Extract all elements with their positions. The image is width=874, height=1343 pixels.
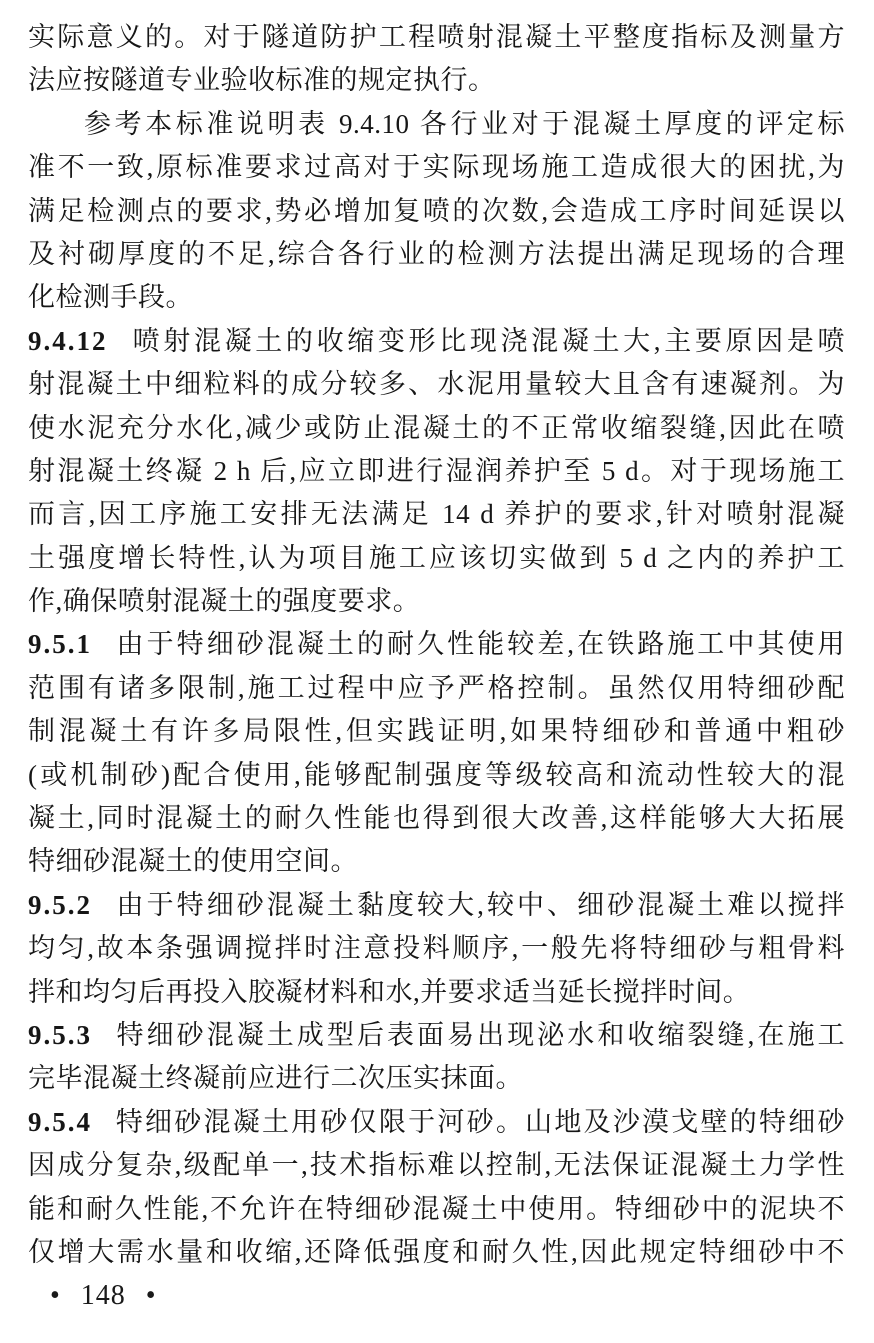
line-text: 化检测手段。 bbox=[28, 282, 193, 313]
clause-number: 9.5.2 bbox=[28, 889, 92, 920]
text-line bbox=[28, 971, 845, 1014]
text-line bbox=[28, 710, 845, 753]
page-number: • 148 • bbox=[50, 1280, 157, 1312]
text-line bbox=[28, 840, 845, 883]
text-line bbox=[28, 1144, 845, 1187]
clause-line bbox=[28, 623, 845, 666]
line-text: 均匀,故本条强调搅拌时注意投料顺序,一般先将特细砂与粗骨料 bbox=[28, 933, 845, 964]
line-text: 特细砂混凝土的使用空间。 bbox=[28, 846, 358, 877]
text-line bbox=[28, 190, 845, 233]
text-line bbox=[28, 276, 845, 319]
line-text: 完毕混凝土终凝前应进行二次压实抹面。 bbox=[28, 1063, 523, 1094]
line-text: 土强度增长特性,认为项目施工应该切实做到 5 d 之内的养护工 bbox=[28, 542, 845, 573]
line-text: 范围有诸多限制,施工过程中应予严格控制。虽然仅用特细砂配 bbox=[28, 672, 845, 703]
line-text: 特细砂混凝土用砂仅限于河砂。山地及沙漠戈壁的特细砂 bbox=[114, 1106, 845, 1137]
clause-number: 9.5.3 bbox=[28, 1019, 92, 1050]
text-line bbox=[28, 146, 845, 189]
line-text: 及衬砌厚度的不足,综合各行业的检测方法提出满足现场的合理 bbox=[28, 238, 845, 269]
line-text: 拌和均匀后再投入胶凝材料和水,并要求适当延长搅拌时间。 bbox=[28, 976, 751, 1007]
text-line bbox=[28, 927, 845, 970]
text-line bbox=[28, 363, 845, 406]
text-line bbox=[28, 1231, 845, 1274]
text-line bbox=[28, 407, 845, 450]
line-text: 喷射混凝土的收缩变形比现浇混凝土大,主要原因是喷 bbox=[129, 325, 845, 356]
text-line bbox=[28, 1057, 845, 1100]
text-line bbox=[28, 667, 845, 710]
line-text: 满足检测点的要求,势必增加复喷的次数,会造成工序时间延误以 bbox=[28, 195, 845, 226]
line-text: 特细砂混凝土成型后表面易出现泌水和收缩裂缝,在施工 bbox=[114, 1019, 845, 1050]
line-text: 射混凝土中细粒料的成分较多、水泥用量较大且含有速凝剂。为 bbox=[28, 369, 845, 400]
clause-line bbox=[28, 1014, 845, 1057]
line-text: 使水泥充分水化,减少或防止混凝土的不正常收缩裂缝,因此在喷 bbox=[28, 412, 845, 443]
text-line bbox=[28, 1188, 845, 1231]
line-text: 而言,因工序施工安排无法满足 14 d 养护的要求,针对喷射混凝 bbox=[28, 499, 845, 530]
text-line bbox=[28, 233, 845, 276]
text-line bbox=[28, 537, 845, 580]
clause-number: 9.4.12 bbox=[28, 325, 108, 356]
text-line bbox=[28, 493, 845, 536]
text-line bbox=[28, 16, 845, 59]
line-text: 制混凝土有许多局限性,但实践证明,如果特细砂和普通中粗砂 bbox=[28, 716, 845, 747]
line-text: 因成分复杂,级配单一,技术指标难以控制,无法保证混凝土力学性 bbox=[28, 1150, 845, 1181]
text-line bbox=[28, 59, 845, 102]
line-text: 由于特细砂混凝土黏度较大,较中、细砂混凝土难以搅拌 bbox=[114, 889, 845, 920]
line-text: 由于特细砂混凝土的耐久性能较差,在铁路施工中其使用 bbox=[114, 629, 845, 660]
line-text: (或机制砂)配合使用,能够配制强度等级较高和流动性较大的混 bbox=[28, 759, 845, 790]
line-text: 仅增大需水量和收缩,还降低强度和耐久性,因此规定特细砂中不 bbox=[28, 1236, 845, 1267]
line-text: 凝土,同时混凝土的耐久性能也得到很大改善,这样能够大大拓展 bbox=[28, 803, 845, 834]
clause-number: 9.5.4 bbox=[28, 1106, 92, 1137]
text-line bbox=[28, 797, 845, 840]
clause-number: 9.5.1 bbox=[28, 629, 92, 660]
line-text: 能和耐久性能,不允许在特细砂混凝土中使用。特细砂中的泥块不 bbox=[28, 1193, 845, 1224]
line-text: 法应按隧道专业验收标准的规定执行。 bbox=[28, 65, 496, 96]
page-footer bbox=[28, 1274, 845, 1317]
clause-line bbox=[28, 884, 845, 927]
text-line bbox=[28, 580, 845, 623]
line-text: 参考本标准说明表 9.4.10 各行业对于混凝土厚度的评定标 bbox=[84, 108, 845, 139]
line-text: 准不一致,原标准要求过高对于实际现场施工造成很大的困扰,为 bbox=[28, 152, 845, 183]
clause-line bbox=[28, 320, 845, 363]
text-line bbox=[28, 450, 845, 493]
line-text: 射混凝土终凝 2 h 后,应立即进行湿润养护至 5 d。对于现场施工 bbox=[28, 455, 845, 486]
text-line bbox=[28, 103, 845, 146]
text-line bbox=[28, 754, 845, 797]
line-text: 作,确保喷射混凝土的强度要求。 bbox=[28, 586, 421, 617]
line-text: 实际意义的。对于隧道防护工程喷射混凝土平整度指标及测量方 bbox=[28, 22, 845, 52]
clause-line bbox=[28, 1101, 845, 1144]
